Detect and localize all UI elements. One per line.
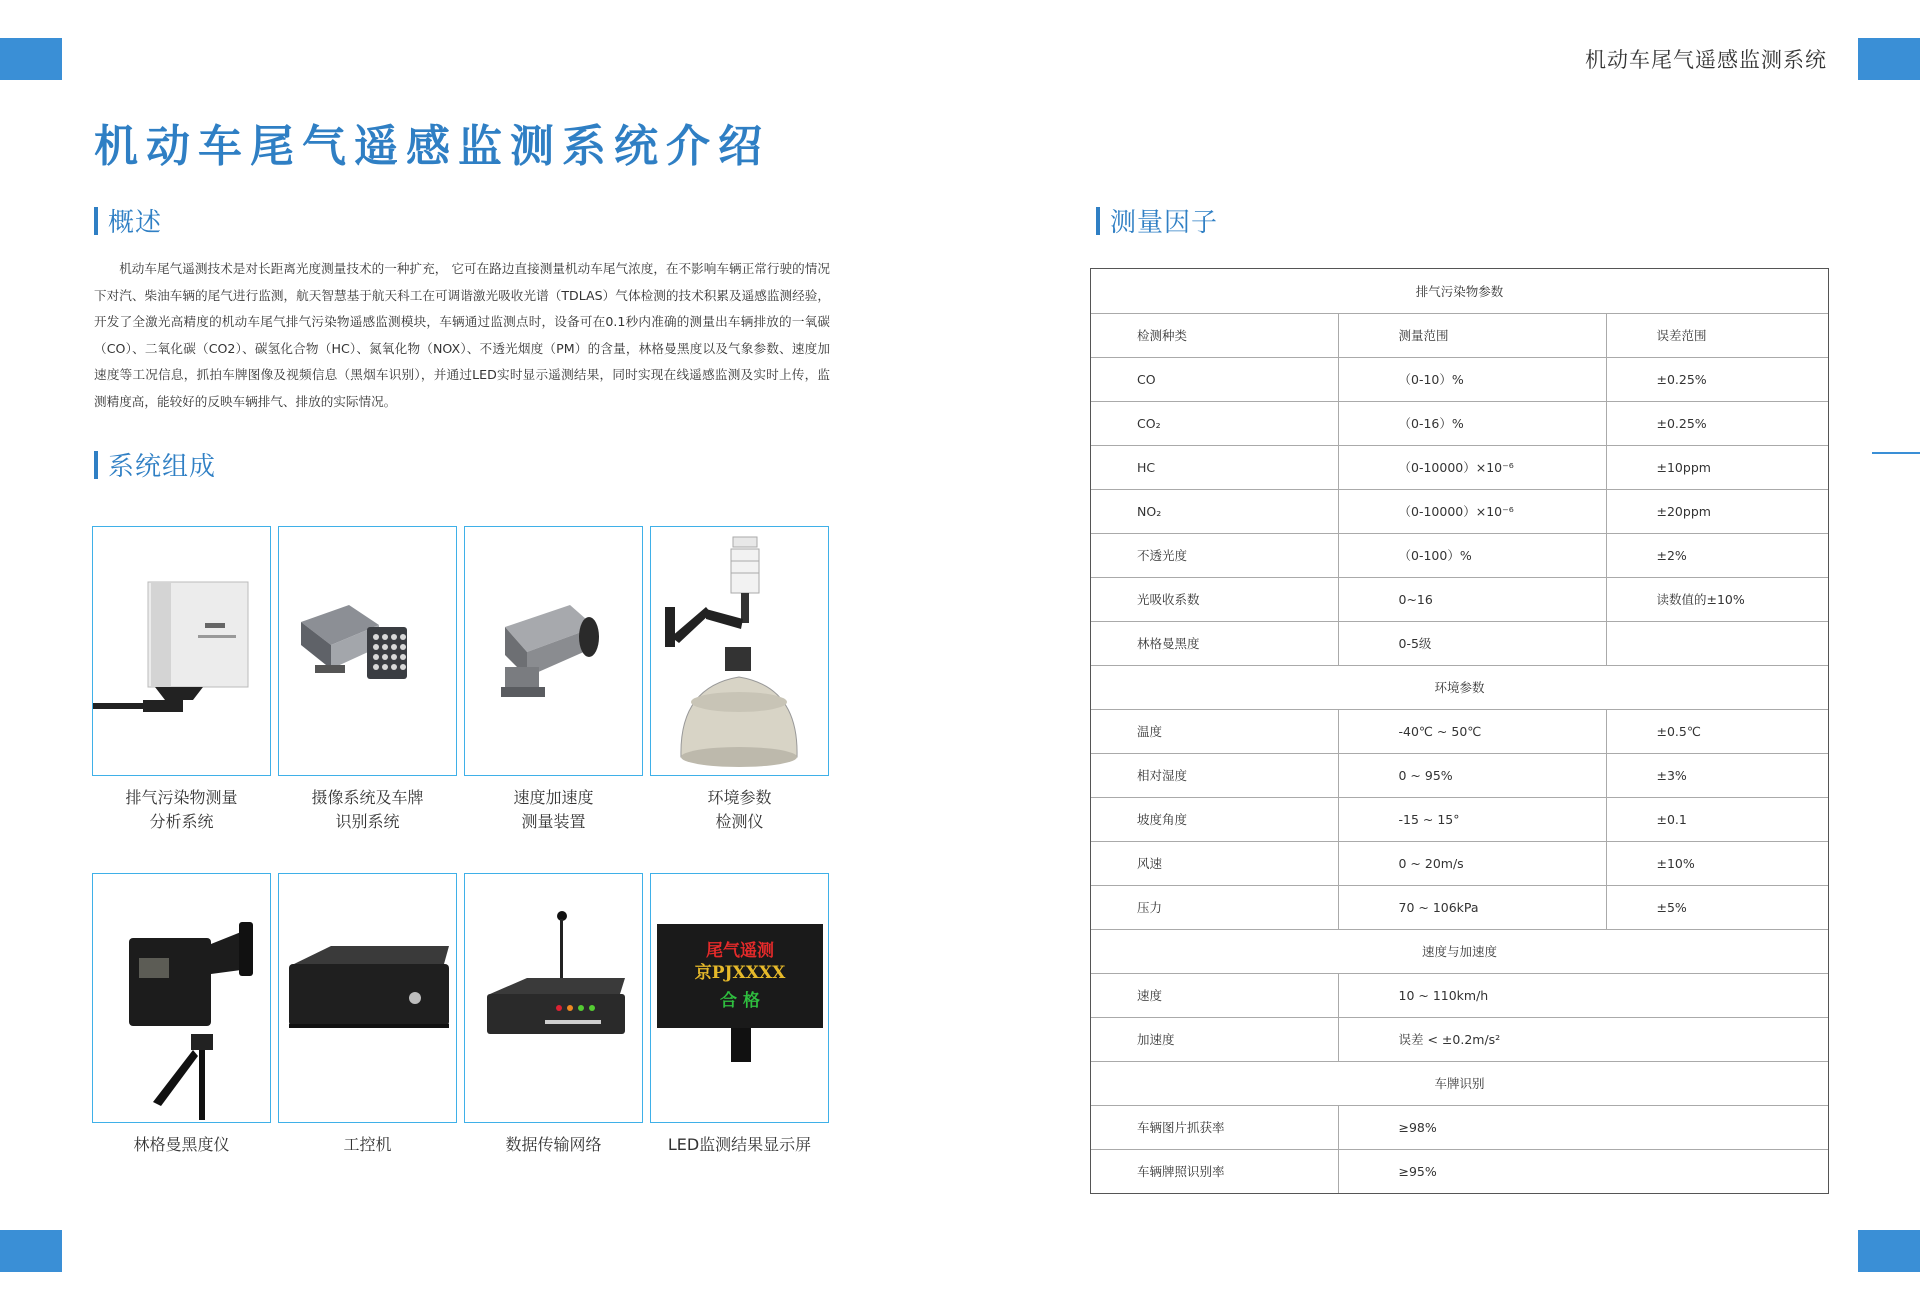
- component-card: [92, 526, 271, 834]
- table-cell: -40℃ ~ 50℃: [1338, 709, 1606, 753]
- table-cell: [1606, 621, 1828, 665]
- table-header-cell: 误差范围: [1606, 313, 1828, 357]
- table-row: [1091, 357, 1828, 401]
- table-cell: （0-10000）×10⁻⁶: [1338, 445, 1606, 489]
- caption-line: 识别系统: [335, 812, 400, 831]
- table-row: [1091, 445, 1828, 489]
- table-cell: 温度: [1091, 709, 1338, 753]
- component-caption: [464, 786, 643, 834]
- component-card: [464, 526, 643, 834]
- led-display-image: [650, 873, 829, 1123]
- caption-line: LED监测结果显示屏: [667, 1135, 812, 1154]
- table-cell: （0-100）%: [1338, 533, 1606, 577]
- camera-system-image: [278, 526, 457, 776]
- table-cell: ±0.25%: [1606, 401, 1828, 445]
- table-row: [1091, 885, 1828, 929]
- table-cell: ±2%: [1606, 533, 1828, 577]
- corner-block-top-left: [0, 38, 62, 80]
- table-section-title: 车牌识别: [1091, 1061, 1828, 1105]
- ringelmann-meter-image: [92, 873, 271, 1123]
- table-row: [1091, 1105, 1828, 1149]
- industrial-pc-image: [278, 873, 457, 1123]
- table-cell: ±0.5℃: [1606, 709, 1828, 753]
- table-cell: 0 ~ 95%: [1338, 753, 1606, 797]
- table-cell: （0-10000）×10⁻⁶: [1338, 489, 1606, 533]
- measurement-heading-text: 测量因子: [1110, 208, 1219, 238]
- table-cell: NO₂: [1091, 489, 1338, 533]
- overview-heading-text: 概述: [108, 208, 163, 238]
- table-cell: ≥98%: [1338, 1105, 1828, 1149]
- table-cell: （0-10）%: [1338, 357, 1606, 401]
- measurement-heading: [1096, 202, 1218, 239]
- table-cell: 车辆牌照识别率: [1091, 1149, 1338, 1193]
- analyzer-image: [92, 526, 271, 776]
- caption-line: 排气污染物测量: [125, 788, 238, 807]
- component-card: [650, 873, 829, 1157]
- table-cell: 加速度: [1091, 1017, 1338, 1061]
- table-cell: 读数值的±10%: [1606, 577, 1828, 621]
- led-line: 合 格: [720, 991, 760, 1011]
- table-cell: 0-5级: [1338, 621, 1606, 665]
- table-row: [1091, 621, 1828, 665]
- component-caption: [278, 1133, 457, 1157]
- weather-sensor-image: [650, 526, 829, 776]
- table-cell: ±0.25%: [1606, 357, 1828, 401]
- table-cell: 0 ~ 20m/s: [1338, 841, 1606, 885]
- table-cell: 坡度角度: [1091, 797, 1338, 841]
- table-header-cell: 检测种类: [1091, 313, 1338, 357]
- table-row: [1091, 797, 1828, 841]
- overview-heading: [94, 202, 162, 239]
- table-cell: ±10%: [1606, 841, 1828, 885]
- table-cell: ±5%: [1606, 885, 1828, 929]
- component-caption: [278, 786, 457, 834]
- led-line: 尾气遥测: [706, 941, 774, 961]
- table-row: [1091, 1149, 1828, 1193]
- measurement-table: [1090, 268, 1829, 1194]
- heading-bar: [94, 451, 98, 479]
- table-row: [1091, 973, 1828, 1017]
- caption-line: 检测仪: [715, 812, 764, 831]
- edge-mark: [1872, 452, 1920, 454]
- table-cell: HC: [1091, 445, 1338, 489]
- component-card: [278, 873, 457, 1157]
- table-row: [1091, 401, 1828, 445]
- caption-line: 林格曼黑度仪: [133, 1135, 230, 1154]
- component-card: [464, 873, 643, 1157]
- table-cell: （0-16）%: [1338, 401, 1606, 445]
- table-cell: 0~16: [1338, 577, 1606, 621]
- table-cell: ±0.1: [1606, 797, 1828, 841]
- table-cell: 10 ~ 110km/h: [1338, 973, 1828, 1017]
- table-cell: 车辆图片抓获率: [1091, 1105, 1338, 1149]
- caption-line: 环境参数: [707, 788, 772, 807]
- table-section-title: 环境参数: [1091, 665, 1828, 709]
- table-cell: ±20ppm: [1606, 489, 1828, 533]
- caption-line: 摄像系统及车牌: [311, 788, 424, 807]
- table-row: [1091, 753, 1828, 797]
- heading-bar: [94, 207, 98, 235]
- table-cell: 压力: [1091, 885, 1338, 929]
- corner-block-bottom-right: [1858, 1230, 1920, 1272]
- table-cell: ±10ppm: [1606, 445, 1828, 489]
- table-row: [1091, 489, 1828, 533]
- caption-line: 工控机: [343, 1135, 392, 1154]
- table-cell: 速度: [1091, 973, 1338, 1017]
- speed-device-image: [464, 526, 643, 776]
- table-cell: -15 ~ 15°: [1338, 797, 1606, 841]
- table-row: [1091, 709, 1828, 753]
- corner-block-bottom-left: [0, 1230, 62, 1272]
- corner-block-top-right: [1858, 38, 1920, 80]
- table-row: [1091, 841, 1828, 885]
- system-heading-text: 系统组成: [108, 452, 217, 482]
- table-section-title: 排气污染物参数: [1091, 269, 1828, 313]
- caption-line: 数据传输网络: [505, 1135, 602, 1154]
- led-line: 京PJXXXX: [694, 963, 786, 983]
- overview-paragraph: 机动车尾气遥测技术是对长距离光度测量技术的一种扩充， 它可在路边直接测量机动车尾气浓度，在不影响车辆正常行驶的情况下对汽、柴油车辆的尾气进行监测，航天智慧基于航天科工在可调谐激光吸收光谱（TDLAS）气体检测的技术积累及遥感监测经验，开发了全激光高精度的机动车尾气排气污染物遥感监测模块，车辆通过监测点时，设备可在0.1秒内准确的测量出车辆排放的一氧碳（CO）、二氧化碳（CO2）、碳氢化合物（HC）、氮氧化物（NOX）、不透光烟度（PM）的含量，林格曼黑度以及气象参数、速度加速度等工况信息，抓拍车牌图像及视频信息（黑烟车识别），并通过LED实时显示遥测结果，同时实现在线遥感监测及实时上传，监测精度高，能较好的反映车辆排气、排放的实际情况。: [94, 261, 830, 409]
- data-transmission-image: [464, 873, 643, 1123]
- table-row: [1091, 577, 1828, 621]
- component-caption: [92, 786, 271, 834]
- table-section-title: 速度与加速度: [1091, 929, 1828, 973]
- table-cell: 林格曼黑度: [1091, 621, 1338, 665]
- table-cell: CO: [1091, 357, 1338, 401]
- table-cell: 不透光度: [1091, 533, 1338, 577]
- component-caption: [92, 1133, 271, 1157]
- table-cell: 70 ~ 106kPa: [1338, 885, 1606, 929]
- table-cell: 误差 < ±0.2m/s²: [1338, 1017, 1828, 1061]
- led-screen: [657, 924, 823, 1028]
- table-cell: ≥95%: [1398, 1163, 1437, 1179]
- table-cell: CO₂: [1091, 401, 1338, 445]
- table-header-cell: 测量范围: [1338, 313, 1606, 357]
- table-cell: 风速: [1091, 841, 1338, 885]
- component-card: [92, 873, 271, 1157]
- header-title: 机动车尾气遥感监测系统: [1585, 48, 1827, 72]
- table-row: [1091, 1017, 1828, 1061]
- component-card: [650, 526, 829, 834]
- led-pole: [731, 1028, 751, 1062]
- caption-line: 分析系统: [149, 812, 214, 831]
- page-title: 机动车尾气遥感监测系统介绍: [94, 121, 770, 172]
- system-heading: [94, 446, 216, 483]
- table-cell: ±3%: [1606, 753, 1828, 797]
- component-caption: [650, 786, 829, 834]
- caption-line: 速度加速度: [513, 788, 594, 807]
- table-row: [1091, 533, 1828, 577]
- component-caption: [650, 1133, 829, 1157]
- component-card: [278, 526, 457, 834]
- table-header-row: [1091, 313, 1828, 357]
- component-caption: [464, 1133, 643, 1157]
- caption-line: 测量装置: [521, 812, 586, 831]
- heading-bar: [1096, 207, 1100, 235]
- table-cell: 相对湿度: [1091, 753, 1338, 797]
- table-cell: 光吸收系数: [1091, 577, 1338, 621]
